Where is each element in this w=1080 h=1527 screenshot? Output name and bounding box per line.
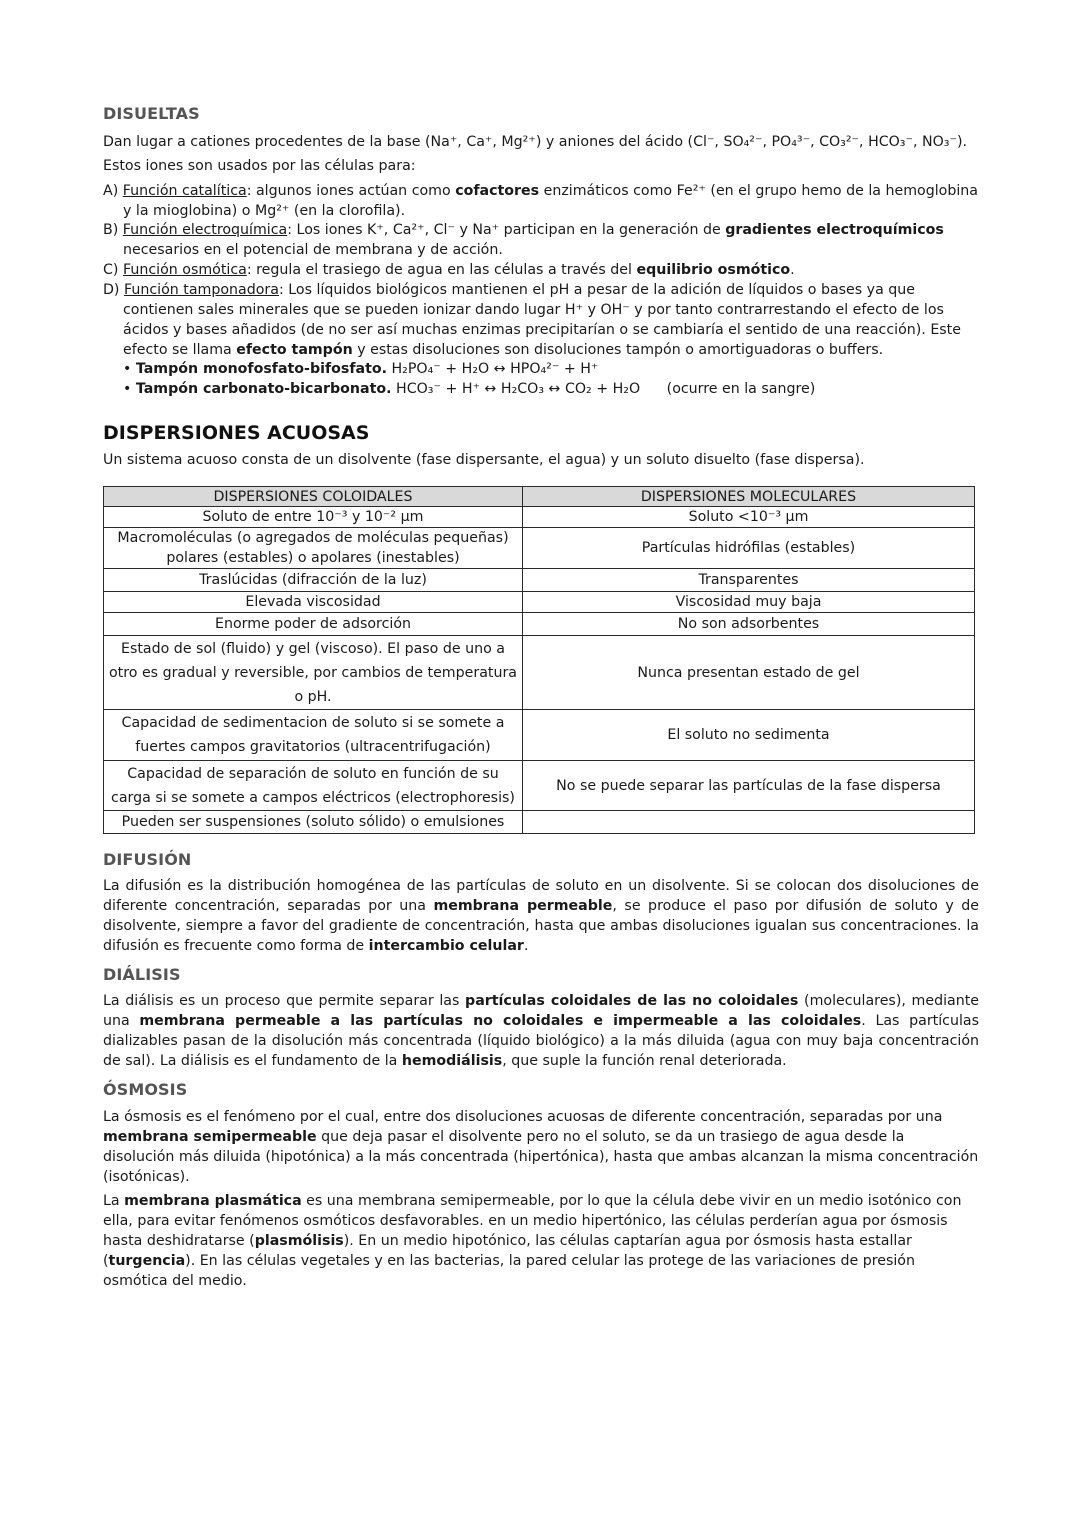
table-cell: Macromoléculas (o agregados de moléculas pequeñas) polares (estables) o apolares (inestables) (104, 528, 523, 569)
paragraph-text: La (103, 1193, 125, 1209)
osmosis-paragraph-1 (103, 1107, 979, 1187)
table-cell: Capacidad de sedimentacion de soluto si se somete a fuertes campos gravitatorios (ultracentrifugación) (104, 710, 523, 761)
item-text: enzimáticos como Fe²⁺ (en el grupo hemo de la hemoglobina y la mioglobina) o Mg²⁺ (en la clorofila). (123, 183, 978, 219)
function-item-catalitica (103, 181, 979, 221)
item-marker: A) (103, 183, 119, 199)
buffer-item-fosfato (103, 359, 999, 379)
section-heading-difusion: DIFUSIÓN (103, 850, 192, 869)
table-cell: Nunca presentan estado de gel (523, 636, 975, 710)
table-row (104, 528, 975, 569)
table-cell (523, 811, 975, 834)
item-text: : Los líquidos biológicos mantienen el pH a pesar de la adición de líquidos o bases ya que contienen sales minerales que se pueden ionizar dando lugar H⁺ y OH⁻ y por tanto contrarrestando el efecto de los ácidos y bases añadidos (de no ser así muchas enzimas precipitarían o se cambiaría el sentido de una reacción). Este efecto se llama (123, 282, 961, 358)
table-row (104, 811, 975, 834)
disueltas-intro-1: Dan lugar a cationes procedentes de la base (Na⁺, Ca⁺, Mg²⁺) y aniones del ácido (Cl⁻, SO₄²⁻, PO₄³⁻, CO₃²⁻, HCO₃⁻, NO₃⁻). (103, 134, 968, 150)
item-marker: C) (103, 262, 119, 278)
item-bold: cofactores (455, 183, 540, 199)
paragraph-text: (moleculares), mediante una (103, 993, 979, 1029)
table-cell: No se puede separar las partículas de la fase dispersa (523, 761, 975, 811)
paragraph-text: es una membrana semipermeable, por lo que la célula debe vivir en un medio isotónico con ella, para evitar fenómenos osmóticos desfavorables. en un medio hipertónico, las células perderían agua por ósmosis hasta deshidratarse ( (103, 1193, 962, 1249)
paragraph-bold: membrana permeable (433, 898, 613, 914)
item-bold: efecto tampón (236, 342, 353, 358)
osmosis-paragraph-2 (103, 1191, 979, 1291)
bullet-icon: • (123, 381, 132, 397)
section-heading-disueltas: DISUELTAS (103, 104, 200, 123)
item-term: Función catalítica (122, 183, 247, 199)
item-marker: B) (103, 222, 119, 238)
paragraph-text: que deja pasar el disolvente pero no el soluto, se da un trasiego de agua desde la disolución más diluida (hipotónica) a la más concentrada (hipertónica), hasta que ambas alcanzan la misma concentración (isotónicas). (103, 1129, 979, 1185)
dispersiones-intro: Un sistema acuoso consta de un disolvente (fase dispersante, el agua) y un soluto disuelto (fase dispersa). (103, 452, 865, 468)
table-row (104, 613, 975, 636)
paragraph-text: La difusión es la distribución homogénea de las partículas de soluto en un disolvente. Si se colocan dos disoluciones de diferente concentración, separadas por una (103, 878, 979, 914)
table-cell: Estado de sol (fluido) y gel (viscoso). El paso de uno a otro es gradual y reversible, por cambios de temperatura o pH. (104, 636, 523, 710)
buffer-name: Tampón monofosfato-bifosfato. (135, 361, 387, 377)
table-cell: Soluto <10⁻³ µm (523, 507, 975, 528)
paragraph-bold: intercambio celular (368, 938, 524, 954)
table-row (104, 592, 975, 613)
table-cell: Traslúcidas (difracción de la luz) (104, 569, 523, 592)
bullet-icon: • (123, 361, 132, 377)
function-item-osmotica (103, 260, 979, 280)
paragraph-bold: turgencia (108, 1253, 186, 1269)
paragraph-bold: membrana semipermeable (103, 1129, 317, 1145)
buffer-item-carbonato (103, 379, 999, 399)
difusion-paragraph (103, 876, 979, 956)
item-term: Función tamponadora (123, 282, 279, 298)
section-heading-dispersiones: DISPERSIONES ACUOSAS (103, 422, 370, 444)
section-heading-osmosis: ÓSMOSIS (103, 1080, 188, 1099)
paragraph-bold: partículas coloidales de las no coloidales (465, 993, 799, 1009)
table-row (104, 636, 975, 710)
function-item-tamponadora (103, 280, 979, 360)
paragraph-text: La diálisis es un proceso que permite separar las (103, 993, 466, 1009)
item-term: Función electroquímica (122, 222, 288, 238)
item-term: Función osmótica (122, 262, 247, 278)
paragraph-bold: membrana permeable a las partículas no coloidales e impermeable a las coloidales (139, 1013, 862, 1029)
table-cell: No son adsorbentes (523, 613, 975, 636)
table-row (104, 569, 975, 592)
buffer-equation: H₂PO₄⁻ + H₂O ↔ HPO₄²⁻ + H⁺ (391, 361, 599, 377)
table-cell: Viscosidad muy baja (523, 592, 975, 613)
paragraph-bold: plasmólisis (254, 1233, 344, 1249)
item-marker: D) (103, 282, 120, 298)
function-item-electroquimica (103, 220, 979, 260)
item-bold: gradientes electroquímicos (725, 222, 944, 238)
item-text: necesarios en el potencial de membrana y de acción. (123, 242, 503, 258)
item-bold: equilibrio osmótico (636, 262, 791, 278)
table-cell: Enorme poder de adsorción (104, 613, 523, 636)
table-row (104, 710, 975, 761)
table-row (104, 507, 975, 528)
paragraph-text: , que suple la función renal deteriorada. (502, 1053, 787, 1069)
paragraph-text: La ósmosis es el fenómeno por el cual, entre dos disoluciones acuosas de diferente concentración, separadas por una (103, 1109, 943, 1125)
paragraph-bold: hemodiálisis (401, 1053, 503, 1069)
paragraph-text: . (523, 938, 529, 954)
item-text: : algunos iones actúan como (246, 183, 456, 199)
dialisis-paragraph (103, 991, 979, 1071)
paragraph-text: . Las partículas dializables pasan de la disolución más concentrada (líquido biológico) a la más diluida (agua con muy baja concentración de sal). La diálisis es el fundamento de la (103, 1013, 979, 1069)
section-heading-dialisis: DIÁLISIS (103, 965, 181, 984)
table-cell: Capacidad de separación de soluto en función de su carga si se somete a campos eléctricos (electrophoresis) (104, 761, 523, 811)
paragraph-text: ). En un medio hipotónico, las células captarían agua por ósmosis hasta estallar ( (103, 1233, 912, 1269)
column-header: DISPERSIONES COLOIDALES (104, 487, 523, 507)
table-cell: Pueden ser suspensiones (soluto sólido) o emulsiones (104, 811, 523, 834)
table-cell: Elevada viscosidad (104, 592, 523, 613)
table-row (104, 761, 975, 811)
buffer-note: (ocurre en la sangre) (666, 381, 816, 397)
paragraph-bold: membrana plasmática (124, 1193, 302, 1209)
item-text: y estas disoluciones son disoluciones tampón o amortiguadoras o buffers. (352, 342, 884, 358)
table-cell: Transparentes (523, 569, 975, 592)
table-header-row (104, 487, 975, 507)
buffer-equation: HCO₃⁻ + H⁺ ↔ H₂CO₃ ↔ CO₂ + H₂O (396, 381, 641, 397)
item-text: . (790, 262, 795, 278)
table-cell: Soluto de entre 10⁻³ y 10⁻² µm (104, 507, 523, 528)
item-text: : Los iones K⁺, Ca²⁺, Cl⁻ y Na⁺ participan en la generación de (287, 222, 726, 238)
buffer-name: Tampón carbonato-bicarbonato. (135, 381, 392, 397)
table-cell: Partículas hidrófilas (estables) (523, 528, 975, 569)
paragraph-text: , se produce el paso por difusión de soluto y de disolvente, siempre a favor del gradiente de concentración, hasta que ambas disoluciones igualan sus concentraciones. la difusión es frecuente como forma de (103, 898, 979, 954)
disueltas-intro-2: Estos iones son usados por las células para: (103, 158, 416, 174)
column-header: DISPERSIONES MOLECULARES (523, 487, 975, 507)
item-text: : regula el trasiego de agua en las células a través del (246, 262, 637, 278)
table-cell: El soluto no sedimenta (523, 710, 975, 761)
paragraph-text: ). En las células vegetales y en las bacterias, la pared celular las protege de las variaciones de presión osmótica del medio. (103, 1253, 915, 1289)
dispersiones-table (103, 486, 975, 834)
